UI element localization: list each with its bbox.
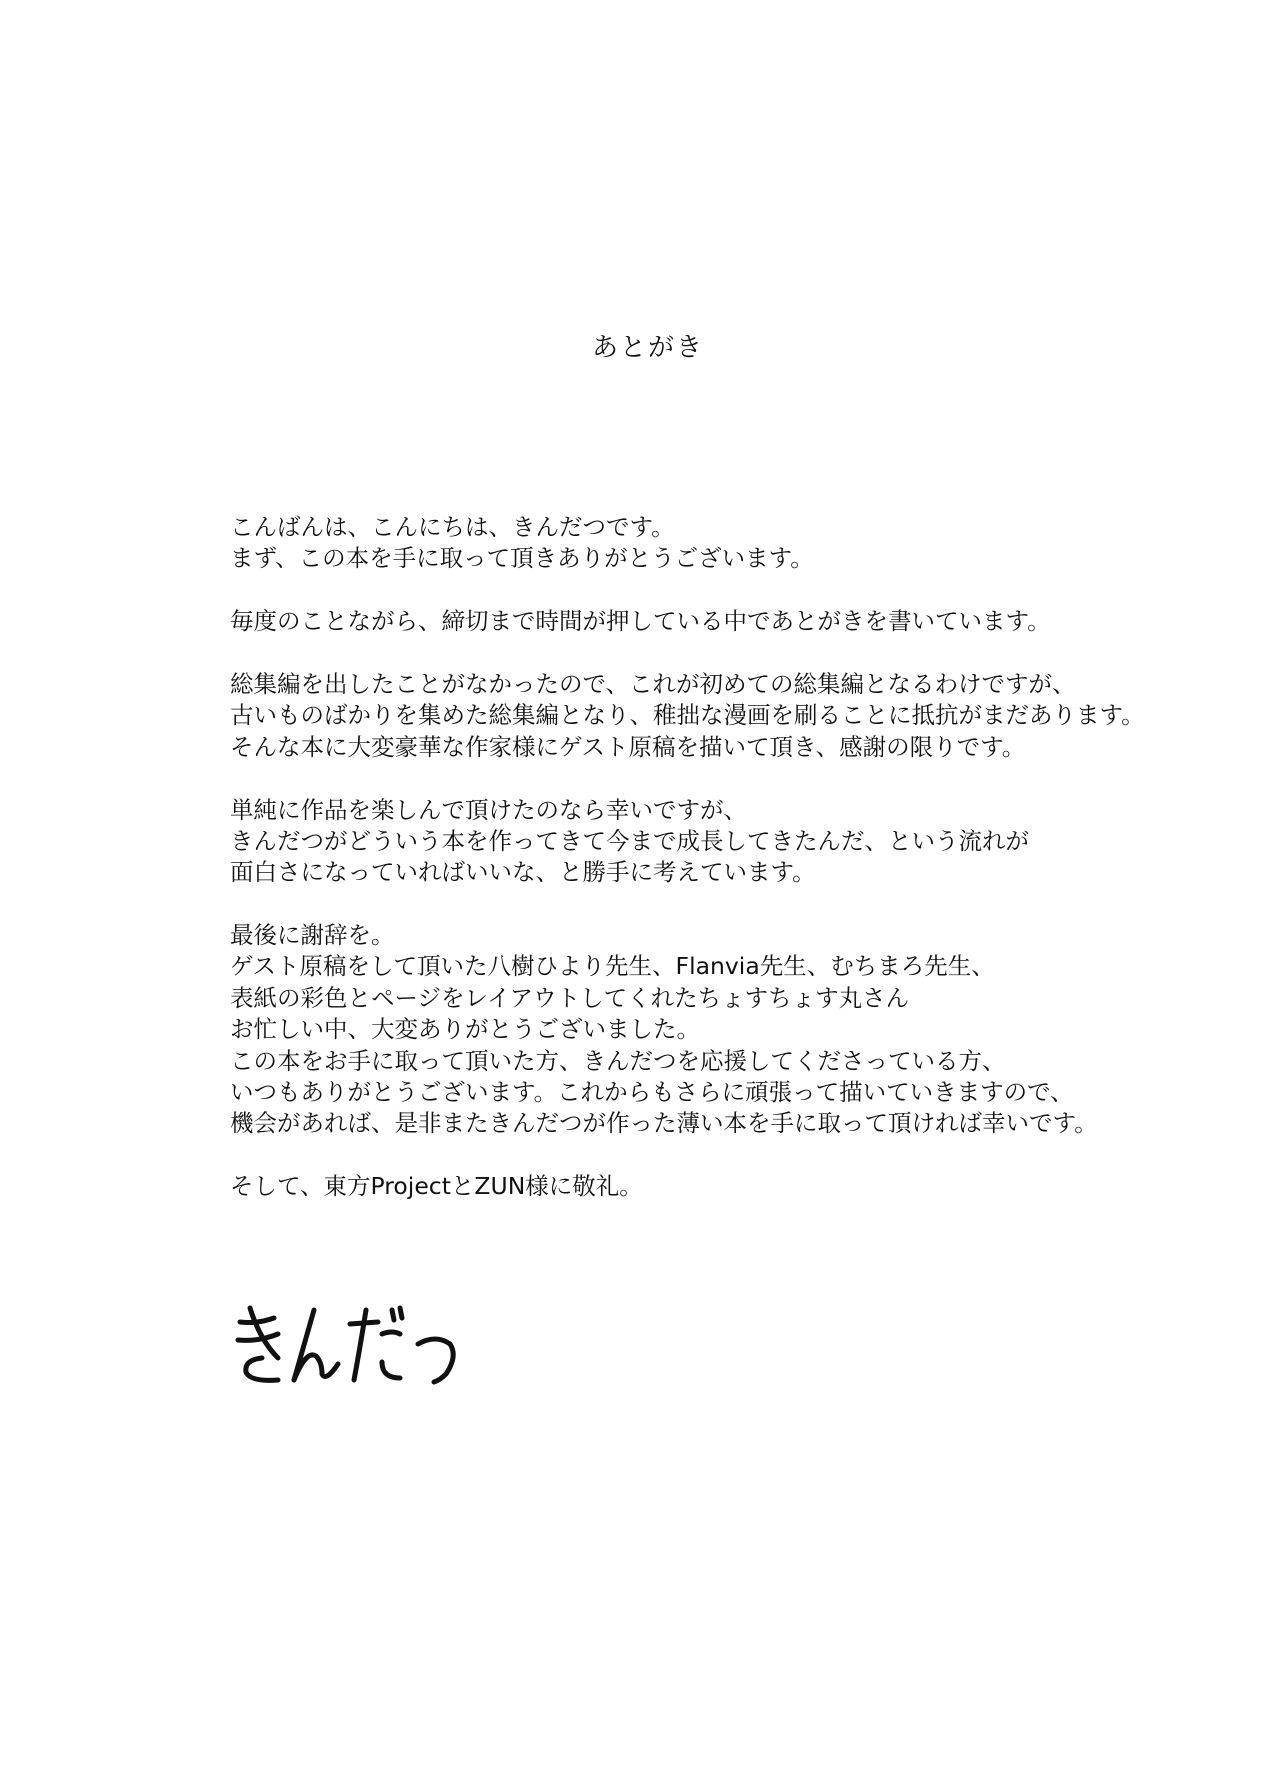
text-line: こんばんは、こんにちは、きんだつです。 <box>230 513 675 541</box>
text-line: お忙しい中、大変ありがとうございました。 <box>230 1015 700 1044</box>
text-line: そんな本に大変豪華な作家様にゲスト原稿を描いて頂き、感謝の限りです。 <box>230 732 1026 761</box>
text-line: 古いものばかりを集めた総集編となり、稚拙な漫画を刷ることに抵抗がまだあります。 <box>230 701 1145 730</box>
text-line: 単純に作品を楽しんで頂けたのなら幸いですが、 <box>230 795 747 824</box>
text-line: 面白さになっていればいいな、と勝手に考えています。 <box>230 858 816 887</box>
text-line: そして、東方ProjectとZUN様に敬礼。 <box>230 1172 643 1201</box>
page-title: あとがき <box>591 333 704 363</box>
text-line: 機会があれば、是非またきんだつが作った薄い本を手に取って頂ければ幸いです。 <box>230 1109 1098 1138</box>
text-line: 表紙の彩色とページをレイアウトしてくれたちょすちょす丸さん <box>230 983 910 1012</box>
text-line: 最後に謝辞を。 <box>230 921 395 950</box>
text-line: きんだつがどういう本を作ってきて今まで成長してきたんだ、という流れが <box>230 826 1029 855</box>
afterword-body <box>230 512 1230 1203</box>
text-line: 毎度のことながら、締切まで時間が押している中であとがきを書いています。 <box>230 607 1051 636</box>
text-line: この本をお手に取って頂いた方、きんだつを応援してくださっている方、 <box>230 1046 1006 1075</box>
text-line: いつもありがとうございます。これからもさらに頑張って描いていきますので、 <box>230 1078 1074 1107</box>
handwritten-signature <box>232 1300 472 1385</box>
text-line: まず、この本を手に取って頂きありがとうございます。 <box>230 544 814 573</box>
text-line: 総集編を出したことがなかったので、これが初めての総集編となるわけですが、 <box>230 669 1076 698</box>
text-line: ゲスト原稿をして頂いた八樹ひより先生、Flanvia先生、むちまろ先生、 <box>230 952 995 981</box>
